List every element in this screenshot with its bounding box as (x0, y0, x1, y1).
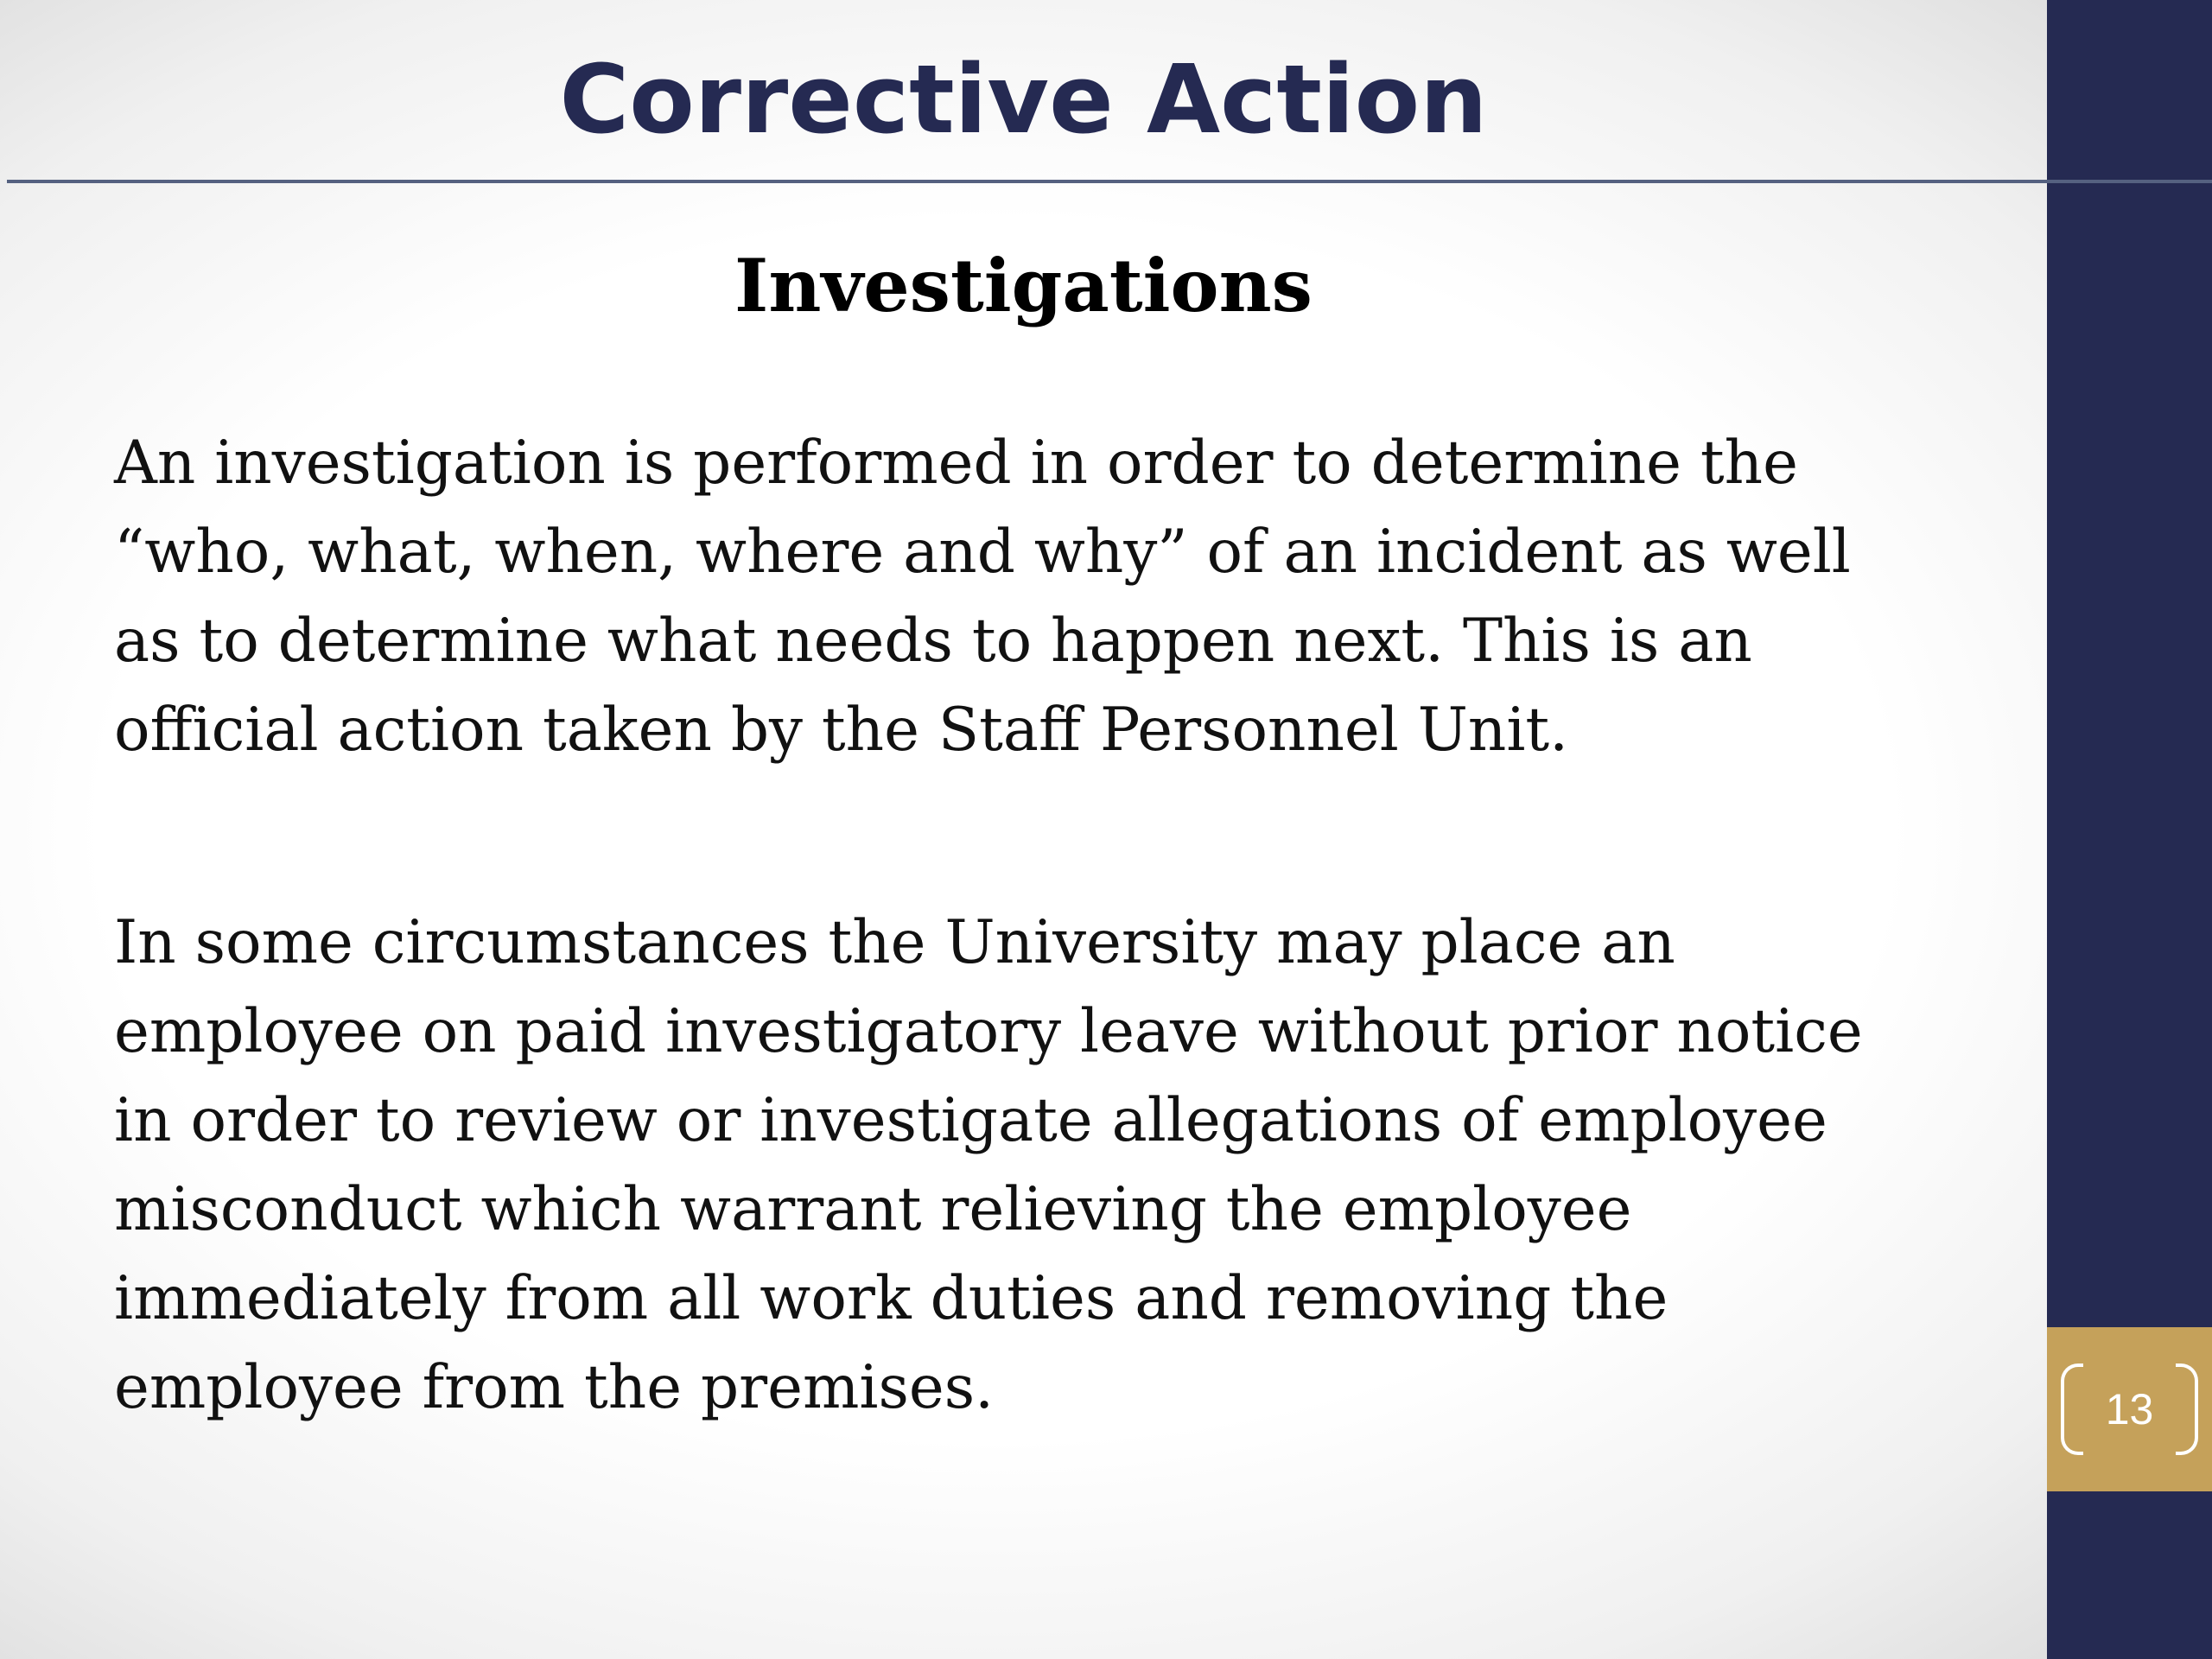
slide-title: Corrective Action (559, 44, 1488, 155)
page-number-badge (2047, 1327, 2212, 1491)
body-paragraph-1: An investigation is performed in order to determine the “who, what, when, where and why” of an incident as well as to determine what needs to happen next. This is an official action taken by the Staff Personnel Unit. (114, 429, 1851, 765)
slide-subtitle: Investigations (734, 243, 1313, 328)
title-divider (7, 180, 2212, 183)
page-number: 13 (2105, 1385, 2154, 1433)
body-paragraph-2: In some circumstances the University may place an employee on paid investigatory leave without prior notice in order to review or investigate allegations of employee misconduct which warrant relieving the employee immediately from all work duties and removing the employee from the premises. (114, 908, 1863, 1422)
